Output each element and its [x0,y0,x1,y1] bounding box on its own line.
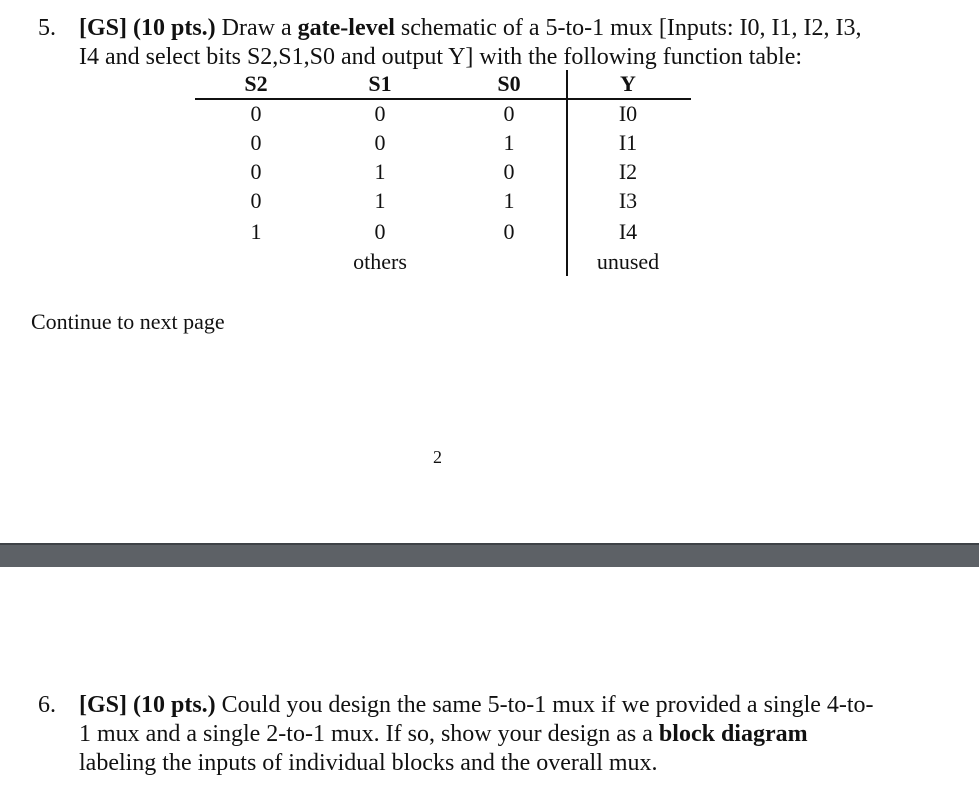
function-table [195,70,691,280]
table-cell: I2 [618,159,638,184]
question-6-line-1 [79,691,959,720]
table-cell: 0 [503,159,515,184]
table-cell: 1 [503,130,515,155]
table-cell: 0 [250,130,262,155]
table-cell: 0 [250,101,262,126]
table-column-separator [566,70,568,276]
table-cell: 0 [374,130,386,155]
table-cell: 0 [374,219,386,244]
page-number: 2 [433,447,442,467]
table-header-y: Y [620,71,636,96]
table-cell: 1 [374,188,386,213]
table-cell: 0 [250,159,262,184]
table-unused-label: unused [596,249,660,274]
question-5-line-2: I4 and select bits S2,S1,S0 and output Y] with the following function table: [79,44,803,70]
table-cell: 0 [250,188,262,213]
table-cell: 0 [503,219,515,244]
question-6-line-2 [79,720,959,749]
table-cell: I3 [618,188,638,213]
page-2 [0,567,979,798]
table-header-s2: S2 [244,71,268,96]
question-number: 6. [38,692,56,718]
question-text: Could you design the same 5-to-1 mux if we provided a single 4-to- [215,692,874,718]
question-number: 5. [38,15,56,41]
continue-note: Continue to next page [31,309,225,334]
question-emphasis: gate-level [297,15,395,41]
table-header-s0: S0 [497,71,521,96]
table-cell: I1 [618,130,638,155]
table-cell: I0 [618,101,638,126]
table-others-label: others [353,249,407,274]
table-cell: 1 [374,159,386,184]
table-cell: 1 [503,188,515,213]
question-6-line-3: labeling the inputs of individual blocks and the overall mux. [79,750,658,776]
page-separator [0,543,979,567]
question-text: 1 mux and a single 2-to-1 mux. If so, show your design as a [79,721,659,747]
question-tag: [GS] (10 pts.) [79,15,216,41]
table-cell: 1 [250,219,262,244]
table-cell: 0 [374,101,386,126]
table-cell: I4 [618,219,638,244]
table-header-s1: S1 [368,71,392,96]
question-text: schematic of a 5-to-1 mux [Inputs: I0, I1, I2, I3, [394,15,862,41]
table-cell: 0 [503,101,515,126]
question-text: Draw a [215,15,298,41]
question-emphasis: block diagram [658,721,808,747]
question-5-line-1 [79,14,959,43]
question-tag: [GS] (10 pts.) [79,692,216,718]
